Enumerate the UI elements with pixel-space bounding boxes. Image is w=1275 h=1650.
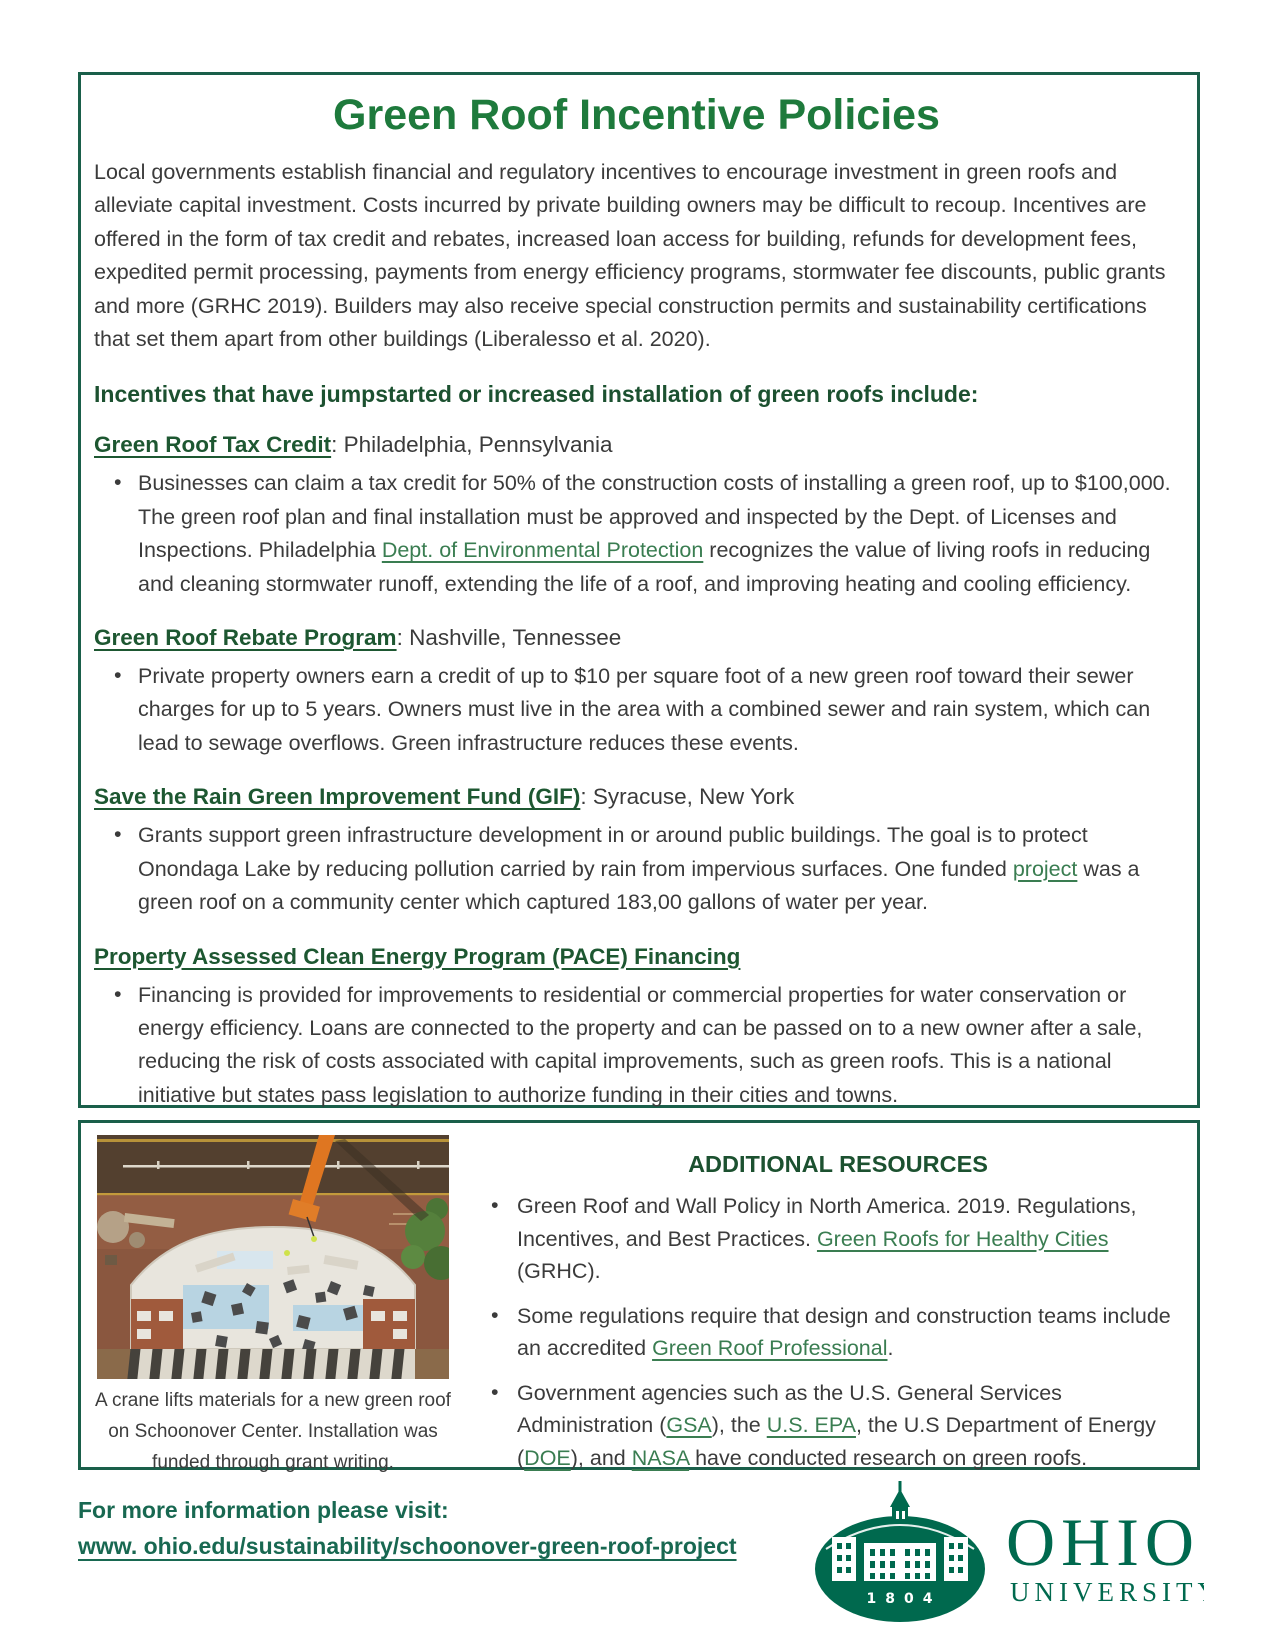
bullet-text: Some regulations require that design and construction teams include an accredited	[517, 1303, 1171, 1360]
bullet-text: , the U.S Department of Energy (	[517, 1413, 1156, 1470]
section-heading	[94, 432, 1179, 458]
green-roofs-for-healthy-cities-link[interactable]: Green Roofs for Healthy Cities	[816, 1226, 1109, 1251]
us-epa-link[interactable]: U.S. EPA	[766, 1413, 856, 1437]
additional-resources-heading: ADDITIONAL RESOURCES	[688, 1151, 988, 1177]
ohio-seal-icon	[815, 1481, 985, 1622]
schoonover-roof-photo	[97, 1135, 449, 1379]
resource-bullet	[485, 1300, 1191, 1365]
ohio-university-logo	[812, 1477, 1204, 1635]
bullet-text: recognizes the value of living roofs in reducing and cleaning stormwater runoff, extending the life of a roof, and improving heating and cooling efficiency.	[138, 538, 1151, 596]
dept-environmental-protection-link[interactable]: Dept. of Environmental Protection	[381, 538, 704, 563]
footer-info	[78, 1497, 737, 1560]
bullet-text: .	[887, 1336, 894, 1360]
page-title: Green Roof Incentive Policies	[333, 91, 940, 139]
section-pace-financing	[94, 944, 1179, 1113]
additional-resources-box	[78, 1120, 1200, 1473]
ohio-university-logo-svg	[812, 1477, 1204, 1635]
section-heading	[94, 625, 1179, 651]
resource-bullet	[485, 1377, 1191, 1475]
bullet-text: Green Roof and Wall Policy in North America. 2019. Regulations, Incentives, and Best Practices.	[517, 1194, 1137, 1251]
save-the-rain-gif-link[interactable]: Save the Rain Green Improvement Fund (GIF)	[94, 784, 581, 810]
bullet-text: Private property owners earn a credit of up to $10 per square foot of a new green roof toward their sewer charges for up to 5 years. Owners must live in the area with a combined sewer and rain system, which can lead to sewage overflows. Green infrastructure reduces these events.	[138, 664, 1151, 755]
logo-wordmark-ohio: OHIO	[1006, 1504, 1200, 1580]
main-content-box	[78, 72, 1200, 1108]
bullet-text: Government agencies such as the U.S. General Services Administration (	[517, 1380, 1062, 1437]
bullet-item	[94, 660, 1179, 760]
bullet-text: ), and	[570, 1445, 632, 1470]
bullet-text: have conducted research on green roofs.	[689, 1445, 1088, 1470]
bullet-text: ), the	[711, 1413, 767, 1437]
footer-label: For more information please visit:	[78, 1497, 449, 1523]
project-link[interactable]: project	[1012, 856, 1078, 881]
facade-graphic	[97, 1349, 449, 1379]
logo-year: 1804	[866, 1591, 942, 1607]
bullet-item	[94, 467, 1179, 601]
section-heading	[94, 784, 1179, 810]
bullet-text: (GRHC).	[517, 1259, 601, 1283]
bullet-text: Grants support green infrastructure development in or around public buildings. The goal is to protect Onondaga Lake by reducing pollution carried by rain from impervious surfaces. One funded	[138, 823, 1088, 881]
green-roof-tax-credit-link[interactable]: Green Roof Tax Credit	[94, 432, 332, 458]
incentives-subheading: Incentives that have jumpstarted or increased installation of green roofs include:	[94, 381, 979, 408]
nasa-link[interactable]: NASA	[631, 1445, 690, 1470]
bullet-item	[94, 979, 1179, 1113]
section-save-the-rain-gif	[94, 784, 1179, 919]
photo-caption: A crane lifts materials for a new green roof on Schoonover Center. Installation was funded through grant writing.	[95, 1390, 451, 1473]
intro-paragraph: Local governments establish financial and regulatory incentives to encourage investment in green roofs and alleviate capital investment. Costs incurred by private building owners may be difficult to recoup. Incentives are offered in the form of tax credit and rebates, increased loan access for building, refunds for development fees, expedited permit processing, payments from energy efficiency programs, stormwater fee discounts, public grants and more (GRHC 2019). Builders may also receive special construction permits and sustainability certifications that set them apart from other buildings (Liberalesso et al. 2020).	[94, 160, 1166, 352]
bullet-text: was a green roof on a community center which captured 183,00 gallons of water per year.	[138, 856, 1140, 915]
bullet-text: Businesses can claim a tax credit for 50% of the construction costs of installing a green roof, up to $100,000. The green roof plan and final installation must be approved and inspected by the Dept. of Licenses and Inspections. Philadelphia	[138, 471, 1171, 563]
section-location: : Philadelphia, Pennsylvania	[331, 432, 613, 458]
bullet-text: Financing is provided for improvements to residential or commercial properties for water conservation or energy efficiency. Loans are connected to the property and can be passed on to a new owner after a sale, reducing the risk of costs associated with capital improvements, such as green roofs. This is a national initiative but states pass legislation to authorize funding in their cities and towns.	[138, 982, 1143, 1107]
section-location: : Syracuse, New York	[580, 784, 795, 810]
bullet-item	[94, 819, 1179, 919]
footer-url-link[interactable]: www. ohio.edu/sustainability/schoonover-green-roof-project	[78, 1533, 737, 1559]
green-roof-rebate-program-link[interactable]: Green Roof Rebate Program	[94, 625, 397, 651]
gsa-link[interactable]: GSA	[666, 1413, 712, 1437]
logo-wordmark-university: UNIVERSITY	[1010, 1577, 1204, 1607]
green-roof-professional-link[interactable]: Green Roof Professional	[652, 1336, 888, 1360]
doe-link[interactable]: DOE	[524, 1445, 571, 1470]
aerial-photo-illustration	[97, 1135, 449, 1379]
resource-bullet	[485, 1190, 1191, 1288]
section-heading	[94, 944, 1179, 970]
section-location: : Nashville, Tennessee	[396, 625, 622, 651]
section-green-roof-tax-credit	[94, 432, 1179, 601]
resources-column	[485, 1137, 1191, 1474]
pace-financing-link[interactable]: Property Assessed Clean Energy Program (PACE) Financing	[94, 943, 741, 969]
section-green-roof-rebate-program	[94, 625, 1179, 760]
